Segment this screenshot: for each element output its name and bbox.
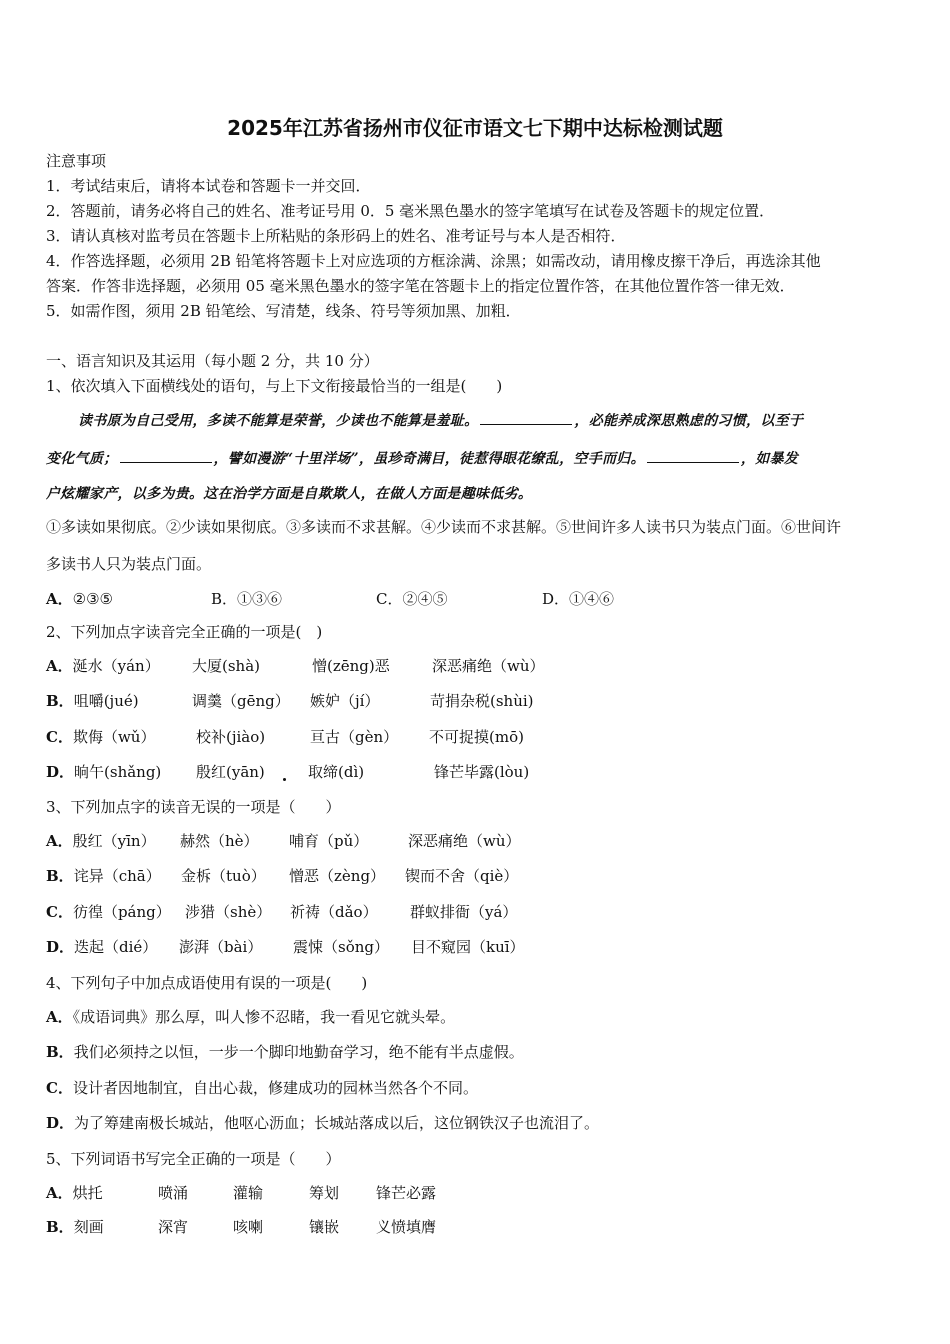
question-3-stem: 3、下列加点字的读音无误的一项是（ ） <box>46 798 341 816</box>
notice-item: 答案．作答非选择题，必须用 05 毫米黑色墨水的签字笔在答题卡上的指定位置作答，在其他位置作答一律无效． <box>46 277 795 295</box>
question-1-stem: 1、依次填入下面横线处的语句，与上下文衔接最恰当的一组是( ) <box>46 377 503 395</box>
question-4-stem: 4、下列句子中加点成语使用有误的一项是( ) <box>46 974 368 992</box>
answer-blank <box>120 447 212 463</box>
option-d: D．①④⑥ <box>542 590 615 608</box>
page-title: 2025年江苏省扬州市仪征市语文七下期中达标检测试题 <box>227 116 723 140</box>
question-2-stem: 2、下列加点字读音完全正确的一项是( ) <box>46 623 323 641</box>
notice-item: 4．作答选择题，必须用 2B 铅笔将答题卡上对应选项的方框涂满、涂黑；如需改动，请用橡皮擦干净后，再选涂其他 <box>46 252 821 270</box>
question-4-option-d: D．为了筹建南极长城站，他呕心沥血；长城站落成以后，这位钢铁汉子也流泪了。 <box>46 1114 600 1132</box>
question-4-option-b: B．我们必须持之以恒，一步一个脚印地勤奋学习，绝不能有半点虚假。 <box>46 1043 524 1061</box>
question-1-passage-line-1: 读书原为自己受用，多读不能算是荣誉，少读也不能算是羞耻。 ，必能养成深思熟虑的习惯，以至于 <box>46 409 904 431</box>
question-1-choices: ①多读如果彻底。②少读如果彻底。③多读而不求甚解。④少读而不求甚解。⑤世间许多人读书只为装点门面。⑥世间许 <box>46 518 842 536</box>
notice-item: 3．请认真核对监考员在答题卡上所粘贴的条形码上的姓名、准考证号与本人是否相符． <box>46 227 626 245</box>
notice-heading: 注意事项 <box>46 152 107 170</box>
question-4-option-c: C．设计者因地制宜，自出心裁，修建成功的园林当然各个不同。 <box>46 1079 478 1097</box>
answer-blank <box>480 409 572 425</box>
question-4-option-a: A．《成语词典》那么厚，叫人惨不忍睹，我一看见它就头晕。 <box>46 1008 456 1026</box>
notice-item: 5．如需作图，须用 2B 铅笔绘、写清楚，线条、符号等须加黑、加粗． <box>46 302 521 320</box>
option-a: A．②③⑤ <box>46 590 113 608</box>
emphasis-dot <box>283 778 286 781</box>
option-c: C．②④⑤ <box>376 590 448 608</box>
question-1-choices: 多读书人只为装点门面。 <box>46 555 212 573</box>
option-b: B．①③⑥ <box>211 590 283 608</box>
section-heading: 一、语言知识及其运用（每小题 2 分，共 10 分） <box>46 352 379 370</box>
notice-item: 1．考试结束后，请将本试卷和答题卡一并交回． <box>46 177 371 195</box>
answer-blank <box>647 447 739 463</box>
question-1-passage-line-2: 变化气质； ，譬如漫游“十里洋场”，虽珍奇满目，徒惹得眼花缭乱，空手而归。 ，如暴发 <box>46 447 904 469</box>
notice-item: 2．答题前，请务必将自己的姓名、准考证号用 0．5 毫米黑色墨水的签字笔填写在试卷及答题卡的规定位置． <box>46 202 775 220</box>
question-5-stem: 5、下列词语书写完全正确的一项是（ ） <box>46 1150 341 1168</box>
question-1-passage-line-3: 户炫耀家产，以多为贵。这在治学方面是自欺欺人，在做人方面是趣味低劣。 <box>46 486 533 502</box>
